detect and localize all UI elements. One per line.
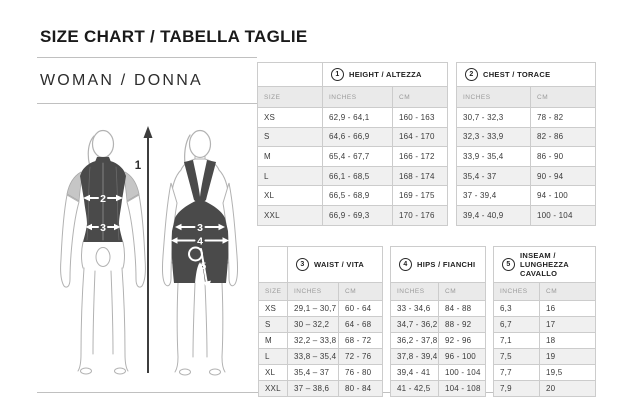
cell-cm: 170 - 176: [399, 210, 435, 220]
cell-inches: 32,3 - 33,9: [457, 128, 531, 147]
cell-inches: 30 – 32,2: [288, 317, 339, 332]
circled-number: 5: [502, 258, 515, 271]
table-row: [259, 301, 382, 317]
head: [190, 131, 211, 158]
legs: [78, 268, 128, 371]
divider: [37, 103, 257, 104]
cell-cm: 18: [546, 336, 556, 345]
cell-inches: 66,1 - 68,5: [323, 167, 393, 186]
cell-inches: 29,1 – 30,7: [288, 301, 339, 316]
cell-cm: 19,5: [546, 368, 563, 377]
table-row: [391, 381, 485, 396]
table-row: [457, 186, 595, 206]
figure-back-bibshorts: [162, 131, 237, 376]
cell-cm: 82 - 86: [537, 132, 564, 142]
cell-size: XL: [258, 186, 323, 205]
table-hips: [390, 246, 486, 397]
table-row: [259, 365, 382, 381]
cell-cm: 76 - 80: [345, 368, 372, 377]
cell-cm: 64 - 68: [345, 320, 372, 329]
cell-cm: 166 - 172: [399, 151, 435, 161]
group-label-text: CHEST / TORACE: [483, 70, 551, 79]
table-waist: [258, 246, 383, 397]
table-row: [494, 349, 595, 365]
cell-inches: 32,2 – 33,8: [288, 333, 339, 348]
col-header-inches: INCHES: [391, 283, 439, 300]
chest-marker-label: 2: [100, 192, 106, 205]
cell-inches: 33,8 – 35,4: [288, 349, 339, 364]
table-row: [258, 206, 447, 225]
cell-cm: 80 - 84: [345, 384, 372, 393]
column-header-row: [494, 283, 595, 301]
cell-size: XL: [259, 365, 288, 380]
cell-size: XS: [258, 108, 323, 127]
legs: [175, 283, 225, 372]
empty-cell: [258, 63, 323, 86]
circled-number: 4: [399, 258, 412, 271]
table-row: [391, 301, 485, 317]
cell-cm: 160 - 163: [399, 112, 435, 122]
group-label-chest: [457, 63, 595, 86]
section-title: WOMAN / DONNA: [40, 72, 203, 89]
circled-number: 1: [331, 68, 344, 81]
circled-number: 2: [465, 68, 478, 81]
page-title: SIZE CHART / TABELLA TAGLIE: [40, 27, 308, 46]
cell-inches: 34,7 - 36,2: [391, 317, 439, 332]
group-header-row: [391, 247, 485, 283]
cell-cm: 169 - 175: [399, 191, 435, 201]
col-header-size: SIZE: [258, 87, 323, 107]
group-label-text: INSEAM /: [520, 251, 556, 260]
cell-inches: 7,1: [494, 333, 540, 348]
cell-size: M: [259, 333, 288, 348]
cell-inches: 33,9 - 35,4: [457, 147, 531, 166]
table-row: [258, 186, 447, 206]
table-row: [259, 317, 382, 333]
table-row: [391, 365, 485, 381]
briefs: [96, 248, 110, 267]
cell-cm: 104 - 108: [445, 384, 481, 393]
col-header-inches: INCHES: [323, 87, 393, 107]
col-header-inches: INCHES: [457, 87, 531, 107]
empty-cell: [259, 247, 288, 282]
group-label-text: HIPS / FIANCHI: [417, 260, 476, 269]
cell-inches: 6,3: [494, 301, 540, 316]
cell-inches: 37 – 38,6: [288, 381, 339, 396]
cell-size: S: [259, 317, 288, 332]
group-label-hips: [391, 247, 485, 282]
col-header-cm: CM: [445, 288, 457, 295]
column-header-row: [391, 283, 485, 301]
cell-size: L: [259, 349, 288, 364]
table-row: [259, 381, 382, 396]
cell-inches: 66,5 - 68,9: [323, 186, 393, 205]
cell-cm: 17: [546, 320, 556, 329]
table-chest: [456, 62, 596, 226]
cell-inches: 65,4 - 67,7: [323, 147, 393, 166]
cell-cm: 164 - 170: [399, 132, 435, 142]
group-label-height: [323, 63, 447, 86]
cell-inches: 7,7: [494, 365, 540, 380]
table-row: [258, 167, 447, 187]
cell-cm: 88 - 92: [445, 320, 472, 329]
col-header-cm: CM: [546, 288, 558, 295]
cell-inches: 64,6 - 66,9: [323, 128, 393, 147]
cell-inches: 37 - 39,4: [457, 186, 531, 205]
col-header-cm: CM: [345, 288, 357, 295]
col-header-inches: INCHES: [288, 283, 339, 300]
cell-cm: 72 - 76: [345, 352, 372, 361]
group-header-row: [259, 247, 382, 283]
table-row: [258, 108, 447, 128]
group-label-inseam: [494, 247, 595, 282]
cell-inches: 30,7 - 32,3: [457, 108, 531, 127]
table-row: [391, 317, 485, 333]
table-row: [494, 333, 595, 349]
table-row: [494, 301, 595, 317]
measurement-figures: [37, 110, 257, 390]
table-row: [259, 349, 382, 365]
table-row: [494, 365, 595, 381]
cell-cm: 168 - 174: [399, 171, 435, 181]
cell-inches: 39,4 - 40,9: [457, 206, 531, 225]
table-row: [494, 381, 595, 396]
cell-inches: 41 - 42,5: [391, 381, 439, 396]
table-row: [457, 167, 595, 187]
cell-cm: 96 - 100: [445, 352, 476, 361]
cell-size: XXL: [259, 381, 288, 396]
cell-cm: 92 - 96: [445, 336, 472, 345]
cell-cm: 100 - 104: [537, 210, 573, 220]
group-label-waist: [288, 247, 382, 282]
cell-cm: 19: [546, 352, 556, 361]
cell-cm: 68 - 72: [345, 336, 372, 345]
cell-cm: 78 - 82: [537, 112, 564, 122]
cell-cm: 60 - 64: [345, 304, 372, 313]
column-header-row: [259, 283, 382, 301]
col-header-cm: CM: [537, 93, 549, 101]
figures-illustration: [37, 110, 257, 390]
cell-size: S: [258, 128, 323, 147]
table-height: [257, 62, 448, 226]
table-row: [457, 206, 595, 225]
cell-inches: 35,4 - 37: [457, 167, 531, 186]
table-row: [259, 333, 382, 349]
table-row: [457, 147, 595, 167]
cell-inches: 36,2 - 37,8: [391, 333, 439, 348]
arm-right: [127, 195, 145, 287]
group-label-text: WAIST / VITA: [314, 260, 365, 269]
figure-front-jersey: [61, 131, 146, 375]
table-row: [258, 128, 447, 148]
cell-inches: 7,9: [494, 381, 540, 396]
group-label-text: HEIGHT / ALTEZZA: [349, 70, 422, 79]
group-header-row: [457, 63, 595, 87]
cell-inches: 35,4 – 37: [288, 365, 339, 380]
hips-marker-label: 4: [197, 235, 203, 248]
cell-cm: 84 - 88: [445, 304, 472, 313]
col-header-size: SIZE: [259, 283, 288, 300]
height-marker-label: 1: [134, 160, 142, 172]
cell-size: M: [258, 147, 323, 166]
cell-inches: 7,5: [494, 349, 540, 364]
col-header-cm: CM: [399, 93, 411, 101]
col-header-inches: INCHES: [494, 283, 540, 300]
group-label-text-line2: LUNGHEZZA CAVALLO: [520, 260, 569, 278]
cell-cm: 86 - 90: [537, 151, 564, 161]
table-row: [258, 147, 447, 167]
waist-marker-label: 3: [100, 221, 106, 234]
cell-cm: 20: [546, 384, 556, 393]
arm-left: [61, 195, 79, 287]
cell-size: L: [258, 167, 323, 186]
divider: [37, 57, 257, 58]
group-header-row: [494, 247, 595, 283]
cell-size: XXL: [258, 206, 323, 225]
cell-inches: 6,7: [494, 317, 540, 332]
circled-number: 3: [296, 258, 309, 271]
cell-inches: 37,8 - 39,4: [391, 349, 439, 364]
column-header-row: [457, 87, 595, 108]
table-inseam: [493, 246, 596, 397]
cell-inches: 66,9 - 69,3: [323, 206, 393, 225]
table-row: [391, 349, 485, 365]
table-row: [494, 317, 595, 333]
table-row: [457, 108, 595, 128]
cell-cm: 16: [546, 304, 556, 313]
head: [93, 131, 114, 158]
waist-marker-label: 3: [197, 221, 203, 234]
table-row: [391, 333, 485, 349]
table-row: [457, 128, 595, 148]
cell-cm: 90 - 94: [537, 171, 564, 181]
cell-cm: 100 - 104: [445, 368, 481, 377]
group-header-row: [258, 63, 447, 87]
cell-inches: 33 - 34,6: [391, 301, 439, 316]
cell-inches: 62,9 - 64,1: [323, 108, 393, 127]
cell-inches: 39,4 - 41: [391, 365, 439, 380]
cell-cm: 94 - 100: [537, 191, 568, 201]
cell-size: XS: [259, 301, 288, 316]
column-header-row: [258, 87, 447, 108]
inseam-marker-label: 5: [200, 261, 207, 272]
